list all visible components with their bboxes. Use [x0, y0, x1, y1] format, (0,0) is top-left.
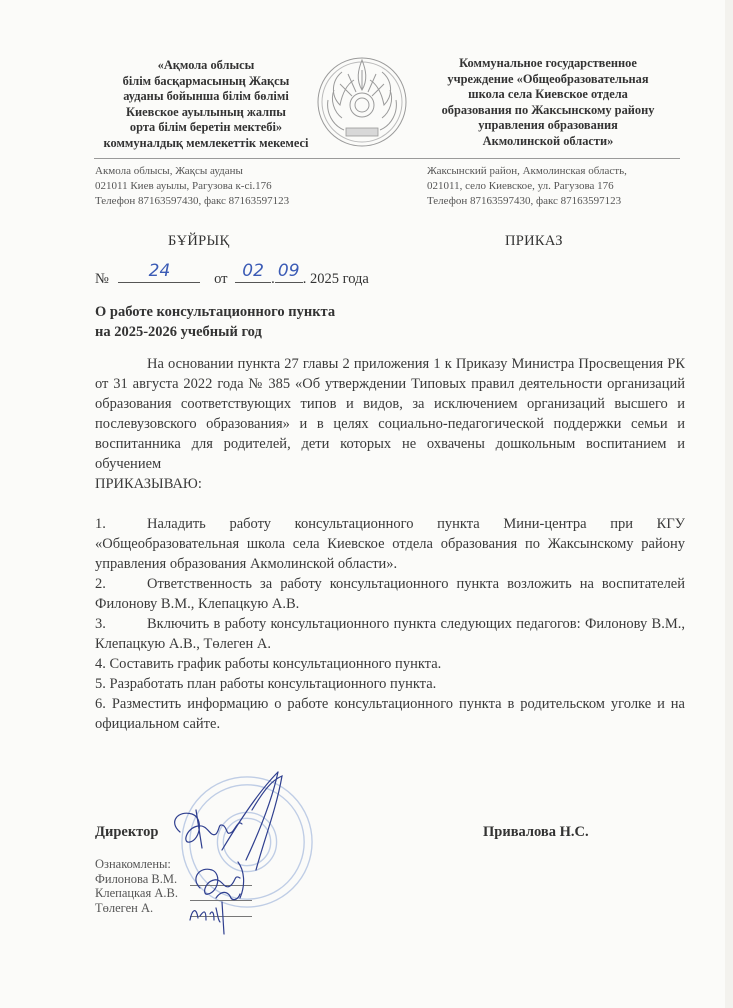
order-title-russian: ПРИКАЗ: [505, 233, 563, 249]
address-line: 021011, село Киевское, ул. Рагузова 176: [427, 180, 614, 192]
order-item: [95, 674, 685, 694]
date-suffix: . 2025 года: [302, 271, 369, 287]
item-text: Ответственность за работу консультационного пункта возложить на воспитателей Филонову В.М., Клепацкую А.В.: [95, 576, 685, 612]
header-right-line: Коммунальное государственное: [459, 56, 637, 70]
order-number-date: [95, 261, 369, 288]
date-dot: .: [271, 271, 275, 287]
item-number: 4.: [95, 656, 106, 672]
preamble-text: На основании пункта 27 главы 2 приложения 1 к Приказу Министра Просвещения РК от 31 августа 2022 года № 385 «Об утверждении Типовых правил деятельности организаций образования соответствующих типов и видов, за исключением организаций высшего и послевузовского образования» и в целях социально-педагогической поддержки семьи и воспитанника для родителей, дети которых не охвачены дошкольным воспитанием и обучением: [95, 356, 685, 472]
item-number: 5.: [95, 676, 106, 692]
number-label: №: [95, 271, 109, 287]
address-line: Телефон 87163597430, факс 87163597123: [95, 195, 290, 207]
header-russian-org: [420, 56, 676, 150]
header-left-line: Киевское ауылының жалпы: [126, 104, 286, 119]
subject-line: О работе консультационного пункта: [95, 304, 336, 320]
order-item: [95, 654, 685, 674]
item-text: Разработать план работы консультационного пункта.: [109, 676, 437, 692]
acknowledged-name: Төлеген А.: [95, 900, 154, 915]
date-prefix: от: [214, 271, 228, 287]
order-item: [95, 514, 685, 574]
item-number: 3.: [95, 616, 106, 632]
item-text: Составить график работы консультационного пункта.: [109, 656, 442, 672]
header-left-line: ауданы бойынша білім бөлімі: [123, 89, 289, 104]
order-word: ПРИКАЗЫВАЮ:: [95, 476, 202, 492]
date-month-field: [275, 261, 303, 283]
address-line: Жаксынский район, Акмолинская область,: [427, 165, 627, 177]
acknowledged-label: Ознакомлены:: [95, 857, 171, 871]
director-title: Директор: [95, 824, 159, 840]
date-day-field: [235, 261, 271, 283]
subject-line: на 2025-2026 учебный год: [95, 324, 262, 340]
director-name: Привалова Н.С.: [483, 824, 589, 840]
item-number: 6.: [95, 696, 106, 712]
header-right-line: Акмолинской области»: [482, 133, 614, 148]
date-day-handwritten: 02: [242, 261, 264, 281]
item-number: 2.: [95, 576, 106, 592]
order-number-handwritten: 24: [148, 261, 171, 281]
header-left-line: орта білім беретін мектебі»: [129, 120, 283, 135]
order-title-kazakh: БҰЙРЫҚ: [168, 233, 230, 249]
acknowledged-name: Филонова В.М.: [95, 871, 178, 886]
item-text: Разместить информацию о работе консультационного пункта в родительском уголке и на официальном сайте.: [95, 696, 685, 732]
preamble-paragraph: [95, 354, 685, 494]
item-text: Наладить работу консультационного пункта Мини-центра при КГУ «Общеобразовательная школа села Киевское отдела образования по Жаксынскому району управления образования Акмолинской области».: [95, 516, 685, 572]
header-right-line: управления образования: [478, 118, 618, 133]
address-line: Телефон 87163597430, факс 87163597123: [427, 195, 622, 207]
header-divider: [94, 158, 680, 159]
header-kazakh-org: [88, 58, 324, 152]
address-kazakh: [95, 164, 289, 209]
address-line: Акмола облысы, Жақсы ауданы: [95, 165, 243, 177]
state-emblem-icon: [312, 50, 412, 150]
item-text: Включить в работу консультационного пункта следующих педагогов: Филонову В.М., Клепацкую А.В., Төлеген А.: [95, 616, 685, 652]
item-number: 1.: [95, 516, 106, 532]
address-line: 021011 Киев ауылы, Рагузова к-сі.176: [95, 180, 272, 192]
order-item: [95, 614, 685, 654]
order-number-field: [118, 261, 200, 283]
handwritten-signatures-icon: [160, 770, 330, 940]
header-right-line: образования по Жаксынскому району: [441, 102, 655, 117]
address-russian: [427, 164, 627, 209]
header-left-line: «Ақмола облысы: [157, 58, 255, 72]
header-right-line: школа села Киевское отдела: [468, 87, 628, 102]
header-left-line: коммуналдық мемлекеттік мекемесі: [103, 135, 309, 150]
order-subject: [95, 302, 335, 342]
order-item: [95, 574, 685, 614]
header-right-line: учреждение «Общеобразовательная: [447, 71, 649, 86]
date-month-handwritten: 09: [277, 261, 300, 281]
header-left-line: білім басқармасының Жақсы: [122, 73, 290, 88]
acknowledged-name: Клепацкая А.В.: [95, 886, 178, 901]
page-edge: [725, 0, 733, 1008]
order-item: [95, 694, 685, 734]
